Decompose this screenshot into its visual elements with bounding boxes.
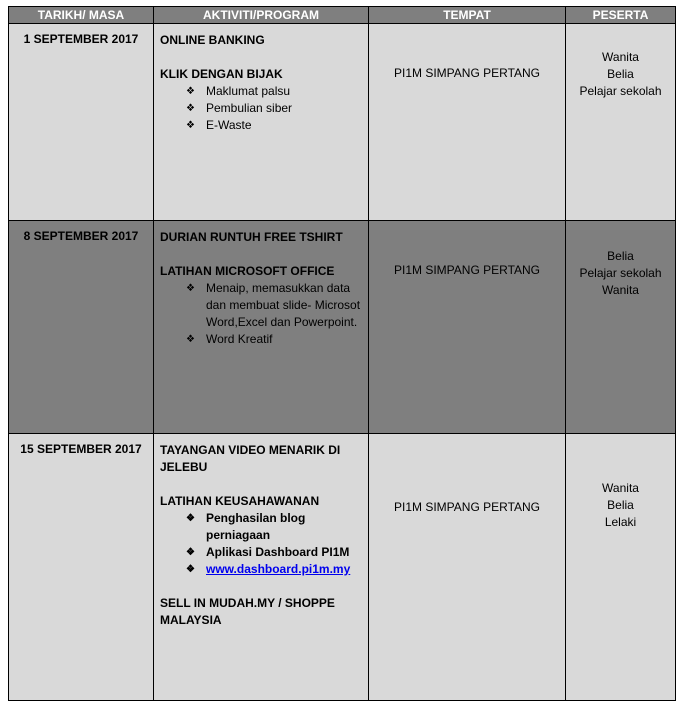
list-item: ❖ Penghasilan blog perniagaan xyxy=(186,511,306,542)
participants-cell xyxy=(566,221,676,434)
participant: Wanita xyxy=(602,283,639,297)
activity-extra-title: SELL IN MUDAH.MY / SHOPPE MALAYSIA xyxy=(160,596,335,627)
date-cell: 1 SEPTEMBER 2017 xyxy=(9,24,154,221)
date-cell: 15 SEPTEMBER 2017 xyxy=(9,434,154,701)
dashboard-link[interactable]: www.dashboard.pi1m.my xyxy=(206,562,351,576)
list-item: ❖ Menaip, memasukkan data dan membuat slide- Microsot Word,Excel dan Powerpoint. xyxy=(186,281,361,329)
participant: Belia xyxy=(607,249,634,263)
header-activity: AKTIVITI/PROGRAM xyxy=(154,7,369,24)
list-item: ❖ Maklumat palsu xyxy=(186,84,291,98)
list-item xyxy=(160,561,364,578)
activity-title: ONLINE BANKING xyxy=(160,33,265,47)
list-item: ❖ Pembulian siber xyxy=(186,101,293,115)
activity-subtitle: LATIHAN MICROSOFT OFFICE xyxy=(160,264,335,278)
bullet-icon: ❖ xyxy=(186,86,195,97)
participant: Belia xyxy=(607,498,634,512)
activity-list xyxy=(160,83,364,134)
list-item: ❖ Aplikasi Dashboard PI1M xyxy=(186,545,350,559)
activity-list xyxy=(160,510,364,578)
schedule-table xyxy=(8,6,676,701)
participants-cell xyxy=(566,24,676,221)
place-cell: PI1M SIMPANG PERTANG xyxy=(369,434,566,701)
participant: Pelajar sekolah xyxy=(579,84,662,98)
participants-cell xyxy=(566,434,676,701)
participant: Lelaki xyxy=(604,515,637,529)
bullet-icon: ❖ xyxy=(186,513,195,524)
header-place: TEMPAT xyxy=(369,7,566,24)
participant: Pelajar sekolah xyxy=(579,266,662,280)
date-cell: 8 SEPTEMBER 2017 xyxy=(9,221,154,434)
activity-subtitle: KLIK DENGAN BIJAK xyxy=(160,67,283,81)
activity-title: TAYANGAN VIDEO MENARIK DI JELEBU xyxy=(160,443,341,474)
bullet-icon: ❖ xyxy=(186,283,195,294)
list-item: ❖ Word Kreatif xyxy=(186,332,273,346)
table-row xyxy=(9,434,676,701)
table-row xyxy=(9,221,676,434)
place-cell: PI1M SIMPANG PERTANG xyxy=(369,221,566,434)
activity-cell xyxy=(154,221,369,434)
header-participants: PESERTA xyxy=(566,7,676,24)
participant: Wanita xyxy=(602,50,639,64)
activity-title: DURIAN RUNTUH FREE TSHIRT xyxy=(160,230,343,244)
place-cell: PI1M SIMPANG PERTANG xyxy=(369,24,566,221)
activity-subtitle: LATIHAN KEUSAHAWANAN xyxy=(160,494,320,508)
activity-list xyxy=(160,280,364,348)
bullet-icon: ❖ xyxy=(186,564,195,575)
participant: Belia xyxy=(607,67,634,81)
list-item: ❖ E-Waste xyxy=(186,118,252,132)
bullet-icon: ❖ xyxy=(186,334,195,345)
bullet-icon: ❖ xyxy=(186,547,195,558)
table-row xyxy=(9,24,676,221)
activity-cell xyxy=(154,24,369,221)
participant: Wanita xyxy=(602,481,639,495)
bullet-icon: ❖ xyxy=(186,103,195,114)
activity-cell xyxy=(154,434,369,701)
table-header-row xyxy=(9,7,676,24)
header-date: TARIKH/ MASA xyxy=(9,7,154,24)
bullet-icon: ❖ xyxy=(186,120,195,131)
